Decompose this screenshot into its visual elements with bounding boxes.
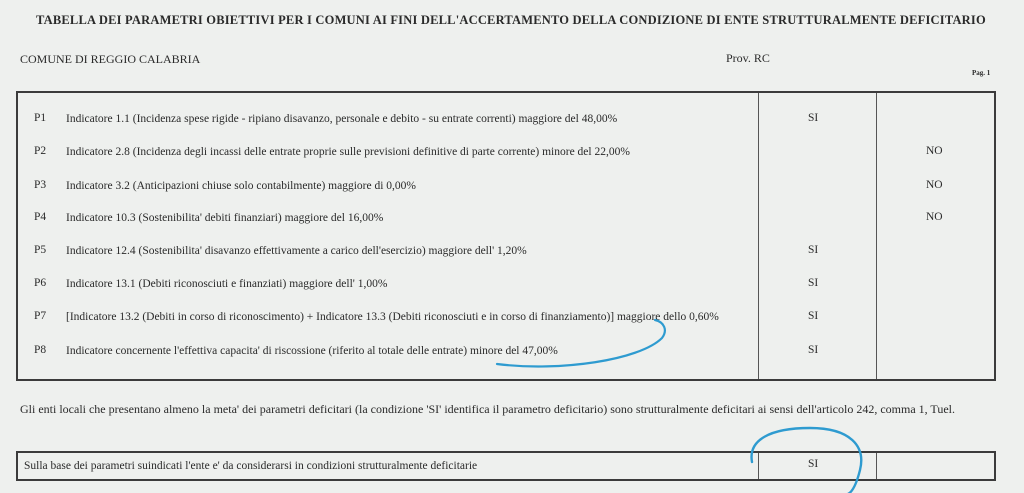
conclusion-box: [16, 451, 996, 481]
parameter-description: Indicatore 2.8 (Incidenza degli incassi delle entrate proprie sulle previsioni definitive di parte corrente) minore del 22,00%: [66, 146, 630, 158]
parameters-table: [16, 91, 996, 381]
parameter-code: P1: [34, 112, 47, 124]
conclusion-text: Sulla base dei parametri suindicati l'ente e' da considerarsi in condizioni strutturalmente deficitarie: [24, 460, 478, 472]
column-divider-no: [876, 453, 877, 479]
parameter-code: P6: [34, 277, 47, 289]
parameter-description: Indicatore 1.1 (Incidenza spese rigide - ripiano disavanzo, personale e debito - su entrate correnti) maggiore del 48,00%: [66, 113, 618, 125]
parameter-description: Indicatore 3.2 (Anticipazioni chiuse solo contabilmente) maggiore di 0,00%: [66, 180, 417, 192]
parameter-si: SI: [808, 244, 819, 256]
parameter-code: P3: [34, 179, 47, 191]
conclusion-value: SI: [808, 458, 819, 470]
parameter-si: SI: [808, 344, 819, 356]
parameter-description: Indicatore 12.4 (Sostenibilita' disavanzo effettivamente a carico dell'esercizio) maggiore dell' 1,20%: [66, 245, 527, 257]
parameter-si: SI: [808, 310, 819, 322]
column-divider-si: [758, 93, 759, 379]
parameter-description: Indicatore concernente l'effettiva capacita' di riscossione (riferito al totale delle entrate) minore del 47,00%: [66, 345, 558, 357]
parameter-si: SI: [808, 277, 819, 289]
parameter-code: P7: [34, 310, 47, 322]
comune-name: COMUNE DI REGGIO CALABRIA: [20, 52, 201, 66]
parameter-description: Indicatore 13.1 (Debiti riconosciuti e finanziati) maggiore dell' 1,00%: [66, 278, 388, 290]
column-divider-no: [876, 93, 877, 379]
parameter-code: P4: [34, 211, 47, 223]
page-number: Pag. 1: [972, 69, 991, 77]
parameter-code: P8: [34, 344, 47, 356]
parameter-code: P5: [34, 244, 47, 256]
parameter-description: Indicatore 10.3 (Sostenibilita' debiti finanziari) maggiore del 16,00%: [66, 212, 384, 224]
parameter-no: NO: [926, 211, 943, 223]
parameter-no: NO: [926, 179, 943, 191]
document-title: TABELLA DEI PARAMETRI OBIETTIVI PER I COMUNI AI FINI DELL'ACCERTAMENTO DELLA CONDIZIONE DI ENTE STRUTTURALMENTE DEFICITARIO: [36, 13, 986, 27]
parameter-no: NO: [926, 145, 943, 157]
deficit-note: Gli enti locali che presentano almeno la meta' dei parametri deficitari (la condizione 'SI' identifica il parametro deficitario) sono strutturalmente deficitari ai sensi dell'articolo 242, comma 1, Tuel.: [20, 402, 955, 416]
parameter-si: SI: [808, 112, 819, 124]
column-divider-si: [758, 453, 759, 479]
parameter-code: P2: [34, 145, 47, 157]
parameter-description: [Indicatore 13.2 (Debiti in corso di riconoscimento) + Indicatore 13.3 (Debiti riconosciuti e in corso di finanziamento)] maggiore dello 0,60%: [66, 311, 719, 323]
province: Prov. RC: [726, 51, 770, 65]
